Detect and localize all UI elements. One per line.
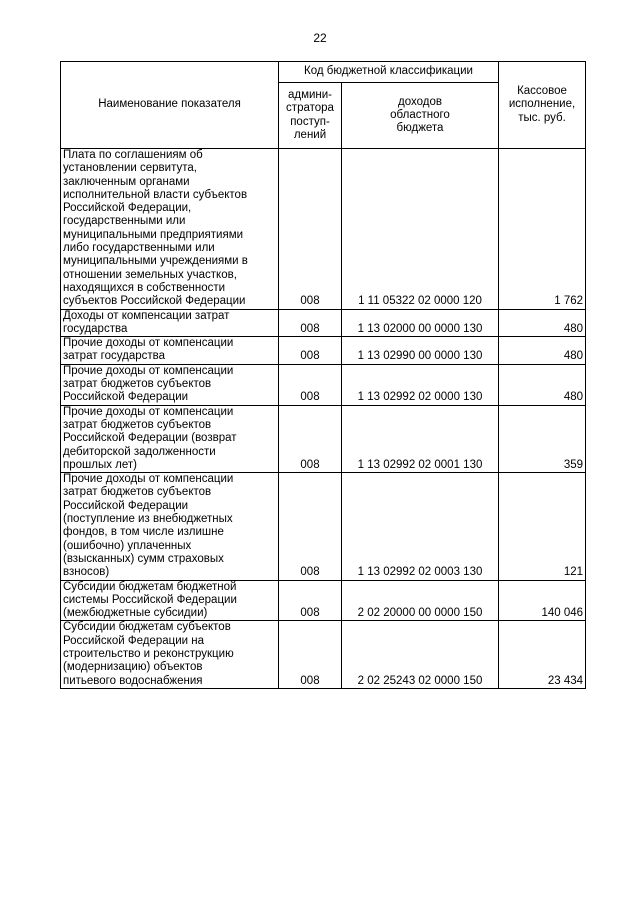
table-row <box>61 621 586 688</box>
row-admin-code-cell: 008 <box>279 621 342 688</box>
row-admin-code-cell: 008 <box>279 405 342 472</box>
table-row <box>61 309 586 337</box>
row-amount-cell: 23 434 <box>499 621 586 688</box>
row-amount-cell: 140 046 <box>499 580 586 621</box>
row-name-cell: Субсидии бюджетам субъектов Российской Федерации на строительство и реконструкцию (модернизацию) объектов питьевого водоснабжения <box>61 621 279 688</box>
table-row <box>61 473 586 580</box>
row-amount-cell: 480 <box>499 364 586 405</box>
row-admin-code-cell: 008 <box>279 364 342 405</box>
table-row <box>61 149 586 310</box>
row-budget-code-cell: 2 02 20000 00 0000 150 <box>342 580 499 621</box>
row-admin-code-cell: 008 <box>279 580 342 621</box>
row-amount-cell: 480 <box>499 337 586 365</box>
header-cash-execution: Кассовое исполнение, тыс. руб. <box>499 62 586 149</box>
table-row <box>61 580 586 621</box>
row-name-cell: Прочие доходы от компенсации затрат бюджетов субъектов Российской Федерации <box>61 364 279 405</box>
table-row <box>61 337 586 365</box>
row-budget-code-cell: 1 11 05322 02 0000 120 <box>342 149 499 310</box>
row-name-cell: Прочие доходы от компенсации затрат бюджетов субъектов Российской Федерации (поступление из внебюджетных фондов, в том числе излишне (ошибочно) уплаченных (взысканных) сумм страховых взносов) <box>61 473 279 580</box>
table-row <box>61 364 586 405</box>
row-name-cell: Прочие доходы от компенсации затрат государства <box>61 337 279 365</box>
row-admin-code-cell: 008 <box>279 149 342 310</box>
row-name-cell: Прочие доходы от компенсации затрат бюджетов субъектов Российской Федерации (возврат дебиторской задолженности прошлых лет) <box>61 405 279 472</box>
row-amount-cell: 359 <box>499 405 586 472</box>
row-budget-code-cell: 2 02 25243 02 0000 150 <box>342 621 499 688</box>
header-indicator-name: Наименование показателя <box>61 62 279 149</box>
budget-table <box>60 61 586 689</box>
row-budget-code-cell: 1 13 02000 00 0000 130 <box>342 309 499 337</box>
header-administrator: админи- стратора поступ- лений <box>279 83 342 149</box>
row-budget-code-cell: 1 13 02992 02 0001 130 <box>342 405 499 472</box>
table-row <box>61 405 586 472</box>
row-amount-cell: 480 <box>499 309 586 337</box>
row-name-cell: Плата по соглашениям об установлении сервитута, заключенным органами исполнительной власти субъектов Российской Федерации, государственными или муниципальными предприятиями либо государственными или муниципальными учреждениями в отношении земельных участков, находящихся в собственности субъектов Российской Федерации <box>61 149 279 310</box>
row-amount-cell: 121 <box>499 473 586 580</box>
row-admin-code-cell: 008 <box>279 473 342 580</box>
row-budget-code-cell: 1 13 02992 02 0000 130 <box>342 364 499 405</box>
row-name-cell: Доходы от компенсации затрат государства <box>61 309 279 337</box>
header-revenues: доходов областного бюджета <box>342 83 499 149</box>
row-admin-code-cell: 008 <box>279 309 342 337</box>
header-classification-code: Код бюджетной классификации <box>279 62 499 83</box>
row-budget-code-cell: 1 13 02990 00 0000 130 <box>342 337 499 365</box>
row-admin-code-cell: 008 <box>279 337 342 365</box>
row-budget-code-cell: 1 13 02992 02 0003 130 <box>342 473 499 580</box>
row-amount-cell: 1 762 <box>499 149 586 310</box>
page-number: 22 <box>313 31 327 45</box>
row-name-cell: Субсидии бюджетам бюджетной системы Российской Федерации (межбюджетные субсидии) <box>61 580 279 621</box>
